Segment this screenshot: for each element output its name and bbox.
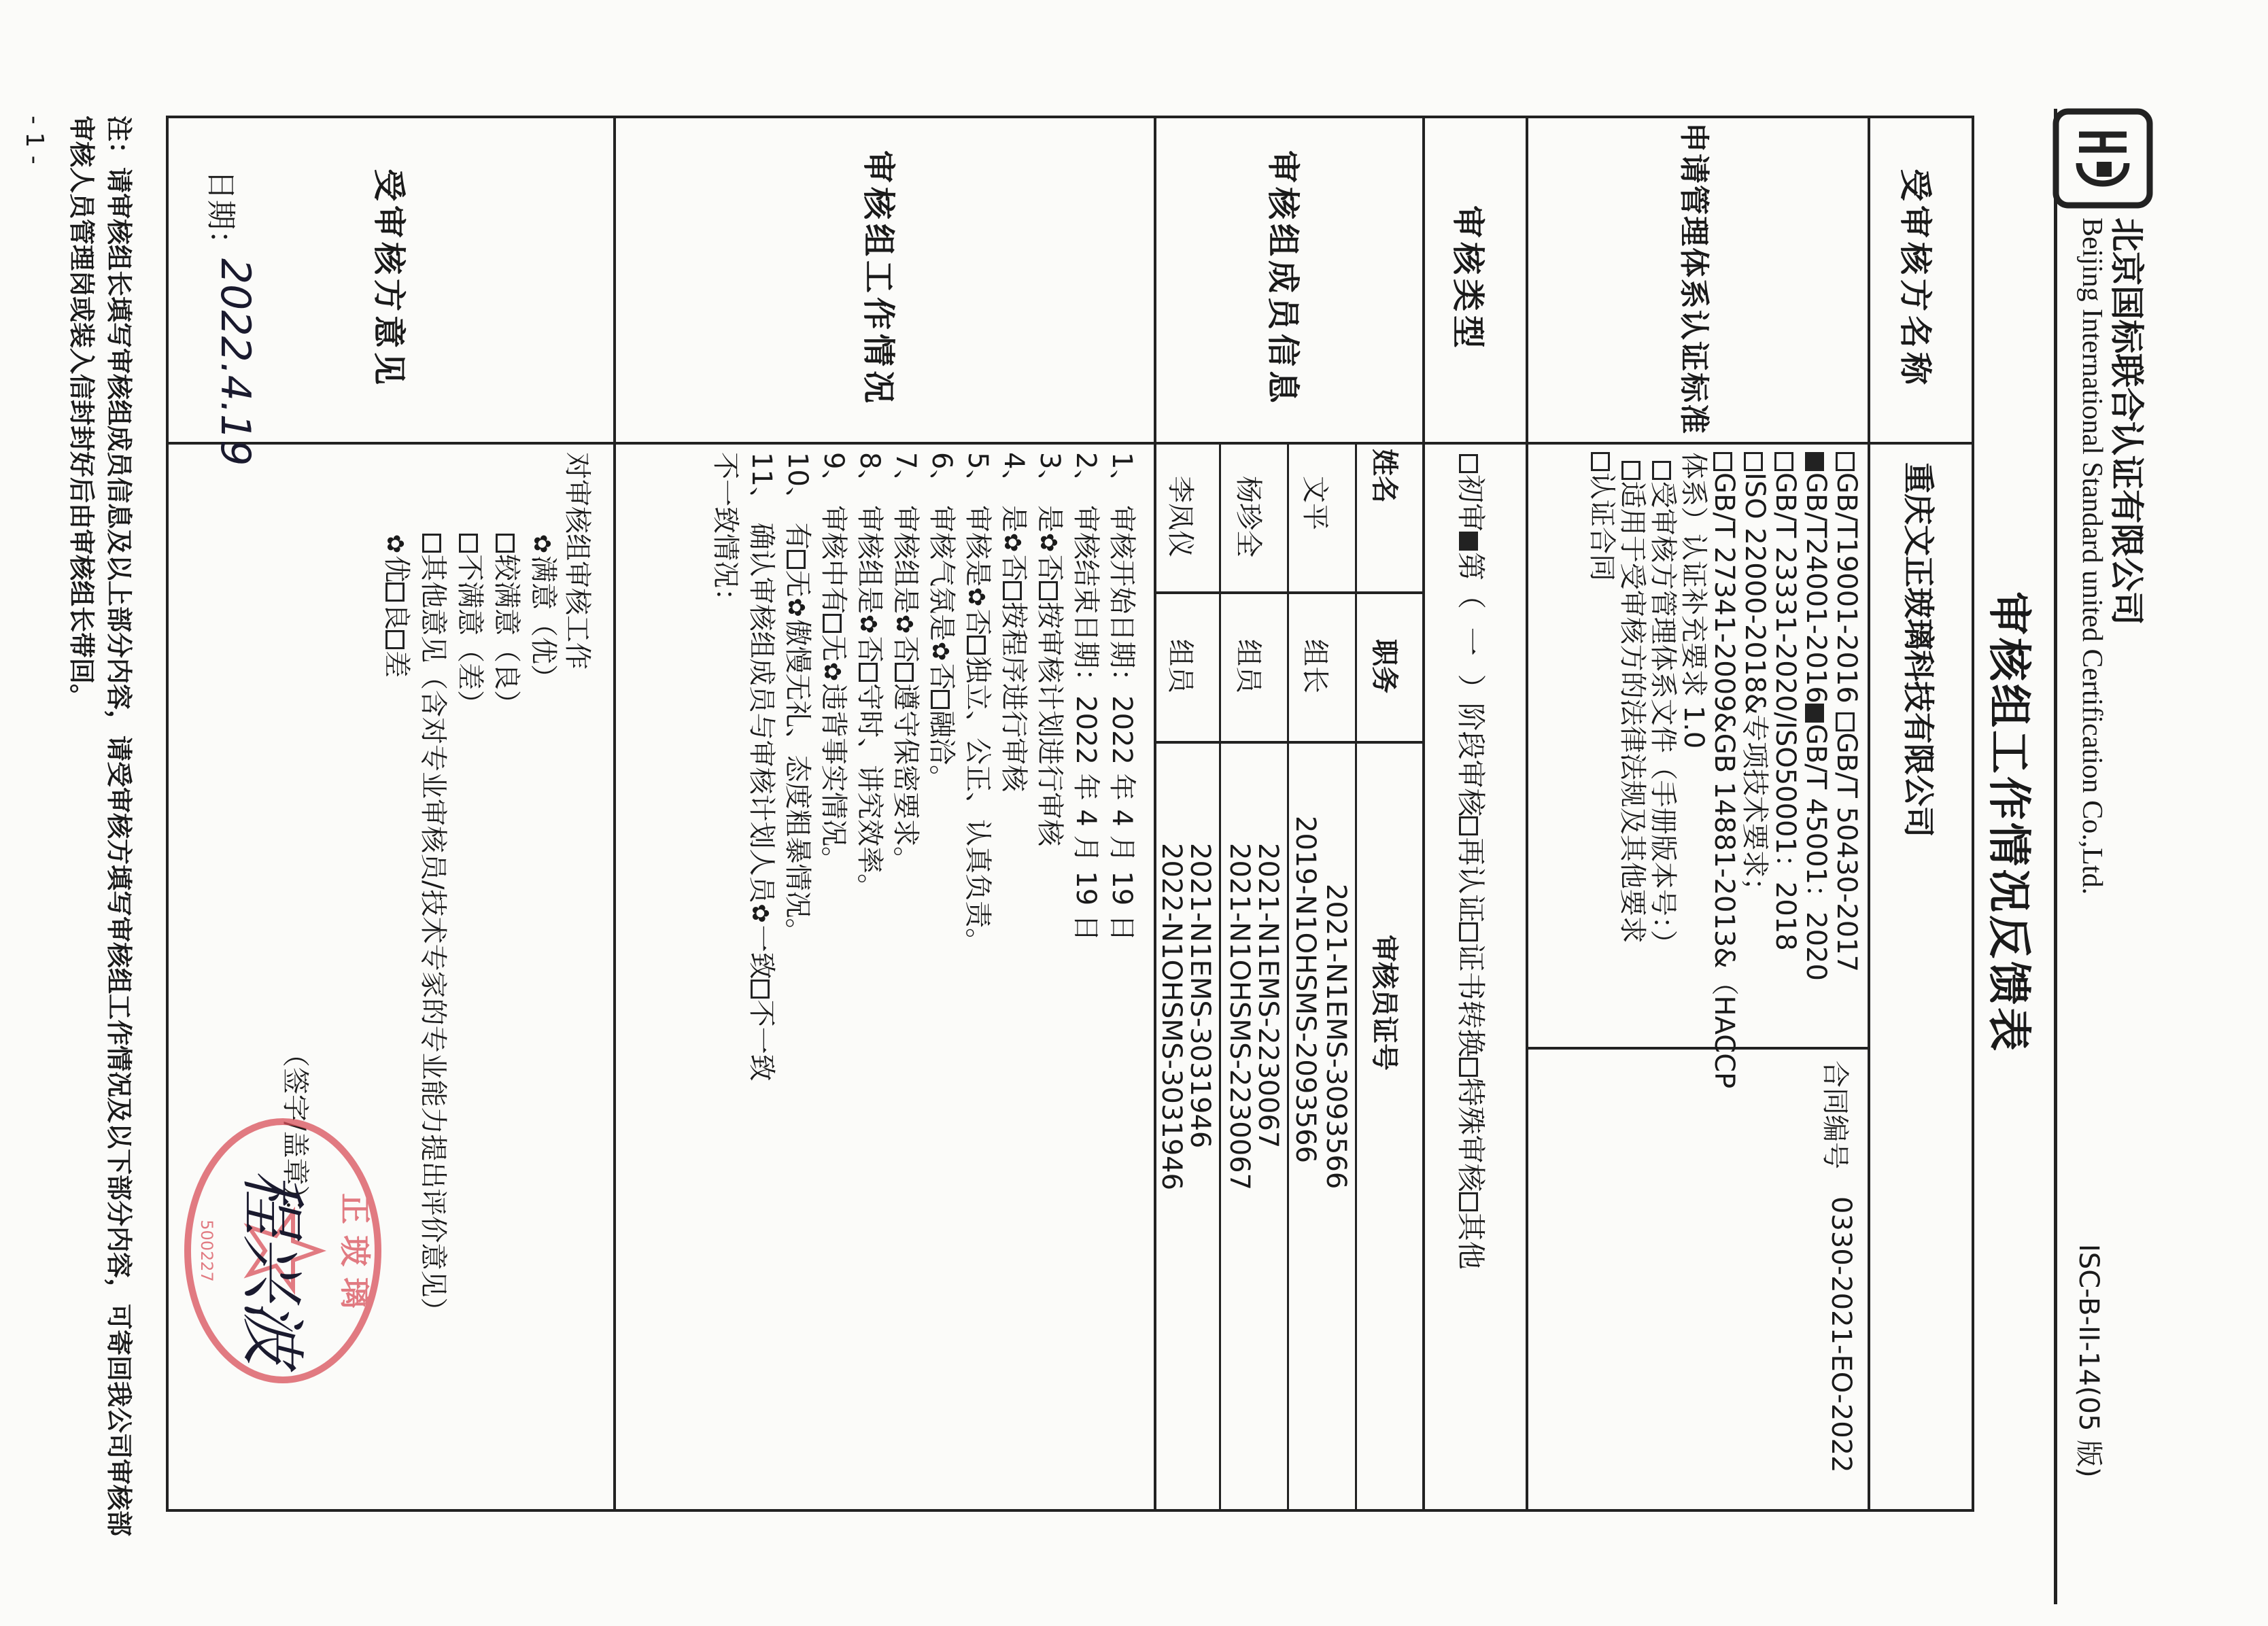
radio-plan-yes[interactable]: ✿ — [1035, 532, 1062, 553]
svg-text:正 玻 璃: 正 玻 璃 — [337, 1192, 373, 1309]
checkbox-other-opinion[interactable] — [422, 534, 441, 553]
checkbox-special[interactable] — [1459, 1058, 1478, 1077]
standards-label: 申请管理体系认证标准 — [1677, 122, 1711, 435]
footer-note-1: 注：请审核组长填写审核组成员信息及以上部分内容，请受审核方填写审核组工作情况及以下部分内容，可寄回我公司审核部 — [104, 116, 134, 1537]
date-value: 2022.4.19 — [211, 258, 259, 466]
radio-proc-yes[interactable]: ✿ — [999, 532, 1026, 553]
work-list: 1、 审核开始日期：2022 年 4 月 19 日 2、 审核结束日期：2022 年 4 月 19 日 3、 是✿否按审核计划进行审核 4、 是✿否按程序进行审核 5、 审核是✿否独立、公正、认真负责。 6、 审核气氛是✿否融洽。 7、 审核组是✿否遵守保密要求。 8、 审核组是✿否守时、讲究效率。 9、 审核中有无✿违背事实情况。 10、 有无✿傲慢无礼、态度粗暴情况。 11、 确认审核组成员与审核计划人员✿一致不一致 不一致情况： — [710, 452, 1137, 1082]
form-title: 审核组工作情况反馈表 — [1983, 591, 2033, 1054]
radio-atmos-no[interactable] — [931, 690, 950, 709]
auditee-label: 受审核方名称 — [1896, 168, 1934, 389]
audit-type-options: 初审第（ 一 ）阶段审核再认证证书转换特殊审核其他 — [1452, 454, 1493, 1270]
members-label: 审核组成员信息 — [1264, 150, 1302, 407]
signature: 程兴波 — [234, 1169, 310, 1365]
company-name-cn: 北京国标联合认证有限公司 — [2107, 218, 2147, 625]
audit-type-label: 审核类型 — [1449, 205, 1487, 352]
checkbox-iso22000[interactable] — [1744, 452, 1763, 471]
company-name-en: Beijing International Standard united Certification Co.,Ltd. — [2076, 218, 2108, 895]
radio-consistent[interactable]: ✿ — [746, 903, 774, 923]
members-header-role: 职务 — [1369, 639, 1400, 693]
radio-rude-yes[interactable] — [787, 550, 806, 569]
checkbox-stage[interactable] — [1459, 532, 1478, 551]
members-header-cert: 审核员证号 — [1369, 935, 1400, 1071]
radio-plan-no[interactable] — [1039, 581, 1058, 600]
members-header-name: 姓名 — [1369, 449, 1400, 503]
radio-fair[interactable] — [496, 534, 515, 553]
form-sheet: 北京国标联合认证有限公司 Beijing International Standard united Certification Co.,Ltd. ISC-B-II-14(05 版) 审核组工作情况反馈表 受审核方名称 重庆文正玻璃科技有限公司 申请管理体系认证标准 GB/T19001-2016 GB/T 50430-2017 GB/T24001-2016GB/T 45001：2020 GB/T 23331-2020/ISO50001：2018 ISO 22000-2018&专项技术要求； GB/T 27341-2009&GB 14881-2013&（HACCP 体系）认证补充要求 1.0 受审核方管理体系文件（手册版本号：） 适用于受审核方的法律法规及其他要求 认证合同 合同编号 0330-2021-EO-2022 审核类型 初审第（ 一 ）阶段审核再认证证书转换特殊审核其他 审核组成员信息 姓名 职务 审核员证号 文平 组长 2021-N1EMS-3093566 2019-N1OHSMS-2093566 杨珍全 组员 2021-N1EMS-2230067 2021-N1OHSMS-2230067 李凤仪 组员 2021-N1EMS-3031946 2022-N1OHSMS-3031946 审核组工作情况 1、 审核开始日期：2022 年 4 月 19 日 2、 审核结束日期：2022 年 4 月 19 日 3、 是✿否按审核计划进行审核 4、 是✿否按程序进行审核 5、 审核是✿否独立、公正、认真负责。 6、 审核气氛是✿否融洽。 7、 审核组是✿否遵守保密要求。 8、 审核组是✿否守时、讲究效率。 9、 审核中有无✿违背事实情况。 10、 有无✿傲慢无礼、态度粗暴情况。 11、 确认审核组成员与审核计划人员✿一致不一致 不一致情况： 受审核方意见 对审核组审核工作 ✿满意（优） 较满意（良） 不满意（差） 其他意见（含对专业审核员/技术专家的专业能力提出评价意见） ✿优良差 （签字/盖章）： 正 玻 璃 500227 程兴波 日期： 2022.4.19 注：请审核组长填写审核组成员信息及以上部分内容，请受审核方填写审核组工作情况及以下部分内容，可寄回我公司审核部 审核人员管理岗或装入信封封好后由审核组长带回。 - 1 - — [0, 0, 2268, 1626]
checkbox-gbt27341[interactable] — [1713, 452, 1732, 471]
radio-time-no[interactable] — [859, 663, 878, 682]
contract-value: 0330-2021-EO-2022 — [1825, 1196, 1857, 1473]
radio-rude-no[interactable]: ✿ — [783, 598, 810, 617]
radio-time-yes[interactable]: ✿ — [855, 614, 882, 634]
opinion-label: 受审核方意见 — [370, 168, 408, 389]
radio-inconsistent[interactable] — [751, 980, 770, 999]
checkbox-gbt45001[interactable] — [1805, 704, 1824, 723]
radio-indep-yes[interactable]: ✿ — [963, 587, 990, 607]
sign-label: （签字/盖章）： — [279, 1040, 311, 1226]
svg-text:500227: 500227 — [197, 1220, 216, 1282]
header-rule — [2054, 109, 2057, 1604]
radio-unsatisfied[interactable] — [459, 534, 478, 553]
radio-atmos-yes[interactable]: ✿ — [927, 641, 954, 661]
radio-good[interactable] — [385, 583, 405, 602]
radio-secret-no[interactable] — [895, 663, 914, 682]
standards-list: GB/T19001-2016 GB/T 50430-2017 GB/T24001-2016GB/T 45001：2020 GB/T 23331-2020/ISO50001：2018 ISO 22000-2018&专项技术要求； GB/T 27341-2009&GB 14881-2013&（HACCP 体系）认证补充要求 1.0 受审核方管理体系文件（手册版本号：） 适用于受审核方的法律法规及其他要求 认证合同 — [1586, 452, 1862, 1089]
opinion-options: ✿满意（优） 较满意（良） 不满意（差） 其他意见（含对专业审核员/技术专家的专业能力提出评价意见） ✿优良差 — [381, 534, 559, 1325]
checkbox-gbt24001[interactable] — [1805, 452, 1824, 471]
checkbox-gbt19001[interactable] — [1836, 452, 1855, 471]
form-code: ISC-B-II-14(05 版) — [2073, 1244, 2104, 1478]
date-label: 日期： — [203, 170, 238, 260]
page-number: - 1 - — [20, 116, 48, 165]
company-logo — [2052, 107, 2154, 209]
checkbox-laws[interactable] — [1621, 461, 1640, 480]
radio-poor[interactable] — [385, 630, 405, 649]
radio-fact-no[interactable]: ✿ — [819, 661, 846, 682]
checkbox-contract[interactable] — [1591, 452, 1610, 471]
radio-satisfied[interactable]: ✿ — [528, 534, 555, 554]
radio-secret-yes[interactable]: ✿ — [891, 614, 918, 634]
checkbox-recert[interactable] — [1459, 816, 1478, 835]
checkbox-manual[interactable] — [1652, 461, 1671, 480]
checkbox-other[interactable] — [1459, 1192, 1478, 1211]
work-label: 审核组工作情况 — [859, 150, 897, 407]
contract-label: 合同编号 — [1819, 1060, 1851, 1169]
radio-indep-no[interactable] — [967, 636, 986, 655]
checkbox-gbt50430[interactable] — [1836, 712, 1855, 731]
radio-proc-no[interactable] — [1003, 581, 1022, 600]
checkbox-initial[interactable] — [1459, 454, 1478, 473]
radio-excellent[interactable]: ✿ — [381, 534, 409, 554]
radio-fact-yes[interactable] — [823, 614, 842, 633]
checkbox-transfer[interactable] — [1459, 922, 1478, 941]
auditee-value: 重庆文正玻璃科技有限公司 — [1900, 462, 1937, 837]
checkbox-gbt23331[interactable] — [1774, 452, 1793, 471]
footer-note-2: 审核人员管理岗或装入信封封好后由审核组长带回。 — [67, 116, 97, 710]
opinion-intro: 对审核组审核工作 — [562, 452, 593, 670]
